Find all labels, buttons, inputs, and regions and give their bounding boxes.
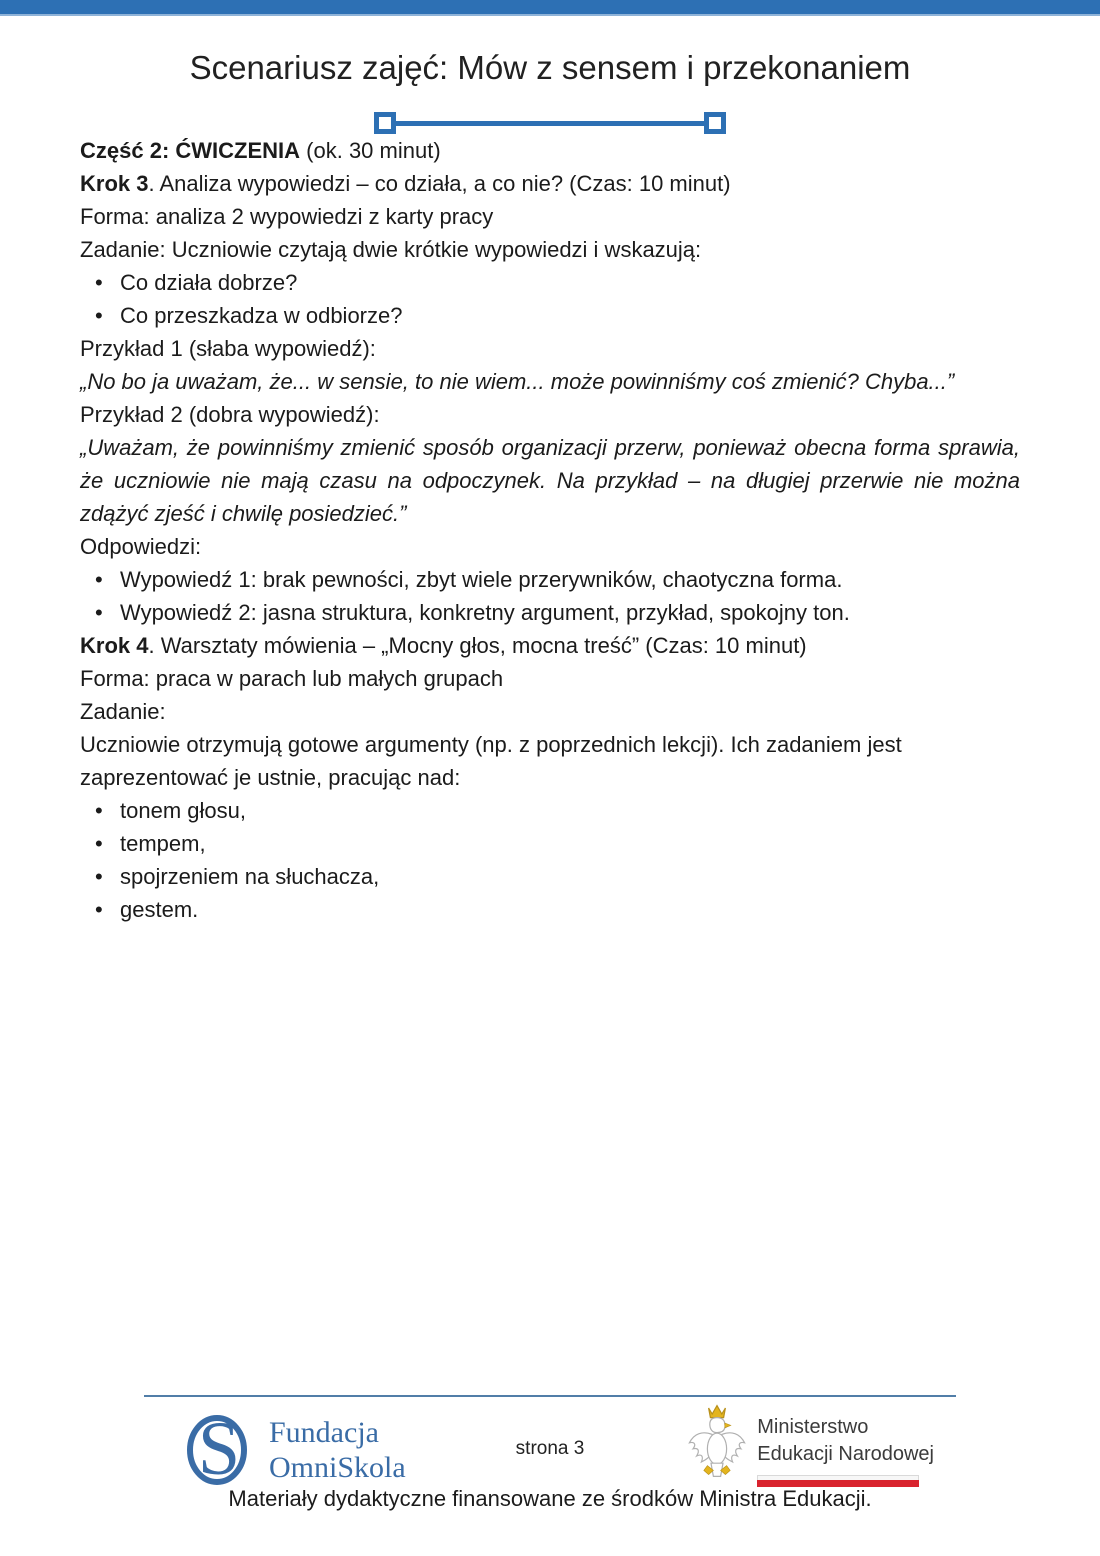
list-item: • Wypowiedź 2: jasna struktura, konkretny argument, przykład, spokojny ton. — [80, 596, 1020, 629]
krok4-heading — [80, 629, 1020, 662]
page-number: strona 3 — [515, 1438, 585, 1459]
list-item: • tempem, — [80, 827, 1020, 860]
brand-line-2: OmniSkola — [269, 1450, 406, 1484]
list-item: • gestem. — [80, 893, 1020, 926]
zadanie1-bullet-list — [80, 266, 1020, 332]
ministry-logo — [687, 1402, 934, 1491]
omniskola-s-in-o-icon — [183, 1406, 257, 1493]
svg-text:S: S — [197, 1407, 241, 1488]
przyklad1-label: Przykład 1 (słaba wypowiedź): — [80, 336, 376, 361]
omniskola-logo — [183, 1406, 406, 1493]
document-body — [0, 134, 1100, 926]
divider-right-square — [704, 112, 726, 134]
krok4-forma: Forma: praca w parach lub małych grupach — [80, 666, 504, 691]
krok3-bold-label: Krok 3 — [80, 171, 149, 196]
polish-eagle-icon — [687, 1402, 747, 1491]
przyklad2-quote: „Uważam, że powinniśmy zmienić sposób organizacji przerw, ponieważ obecna forma sprawia, że uczniowie nie mają czasu na odpoczynek. Na przykład – na długiej przerwie nie można zdążyć zjeść i chwilę posiedzieć.” — [80, 435, 1020, 526]
krok3-heading — [80, 167, 1020, 200]
odpowiedzi-label: Odpowiedzi: — [80, 534, 202, 559]
przyklad2-label: Przykład 2 (dobra wypowiedź): — [80, 402, 380, 427]
section-heading-part2 — [80, 134, 1020, 167]
list-item: • tonem głosu, — [80, 794, 1020, 827]
divider-line — [396, 121, 704, 126]
ministry-wordmark — [757, 1402, 934, 1468]
list-item: • Co działa dobrze? — [80, 266, 1020, 299]
divider-left-square — [374, 112, 396, 134]
part2-duration: (ok. 30 minut) — [300, 138, 441, 163]
title-divider — [0, 112, 1100, 134]
krok4-bold-label: Krok 4 — [80, 633, 149, 658]
krok3-title: . Analiza wypowiedzi – co działa, a co nie? (Czas: 10 minut) — [148, 171, 731, 196]
krok4-title: . Warsztaty mówienia – „Mocny głos, mocna treść” (Czas: 10 minut) — [148, 633, 807, 658]
zadanie2-bullet-list — [80, 794, 1020, 926]
list-item: • spojrzeniem na słuchacza, — [80, 860, 1020, 893]
przyklad1-quote: „No bo ja uważam, że... w sensie, to nie wiem... może powinniśmy coś zmienić? Chyba...” — [80, 369, 955, 394]
part2-bold-label: Część 2: ĆWICZENIA — [80, 138, 301, 163]
brand-line-1: Fundacja — [269, 1415, 379, 1449]
omniskola-wordmark — [269, 1415, 406, 1485]
krok3-forma: Forma: analiza 2 wypowiedzi z karty pracy — [80, 204, 494, 229]
top-accent-bar — [0, 0, 1100, 16]
page-title: Scenariusz zajęć: Mów z sensem i przekonaniem — [189, 49, 911, 86]
page-footer — [0, 1386, 1100, 1556]
footer-funding-caption: Materiały dydaktyczne finansowane ze środków Ministra Edukacji. — [228, 1486, 872, 1511]
zadanie2-label: Zadanie: — [80, 699, 166, 724]
odpowiedzi-bullet-list — [80, 563, 1020, 629]
ministry-line-1: Ministerstwo — [757, 1416, 869, 1438]
ministry-line-2: Edukacji Narodowej — [757, 1443, 934, 1465]
zadanie1-intro: Zadanie: Uczniowie czytają dwie krótkie wypowiedzi i wskazują: — [80, 237, 702, 262]
footer-divider-line — [144, 1395, 956, 1397]
list-item: • Co przeszkadza w odbiorze? — [80, 299, 1020, 332]
list-item: • Wypowiedź 1: brak pewności, zbyt wiele przerywników, chaotyczna forma. — [80, 563, 1020, 596]
zadanie2-intro: Uczniowie otrzymują gotowe argumenty (np. z poprzednich lekcji). Ich zadaniem jest zaprezentować je ustnie, pracując nad: — [80, 732, 902, 790]
